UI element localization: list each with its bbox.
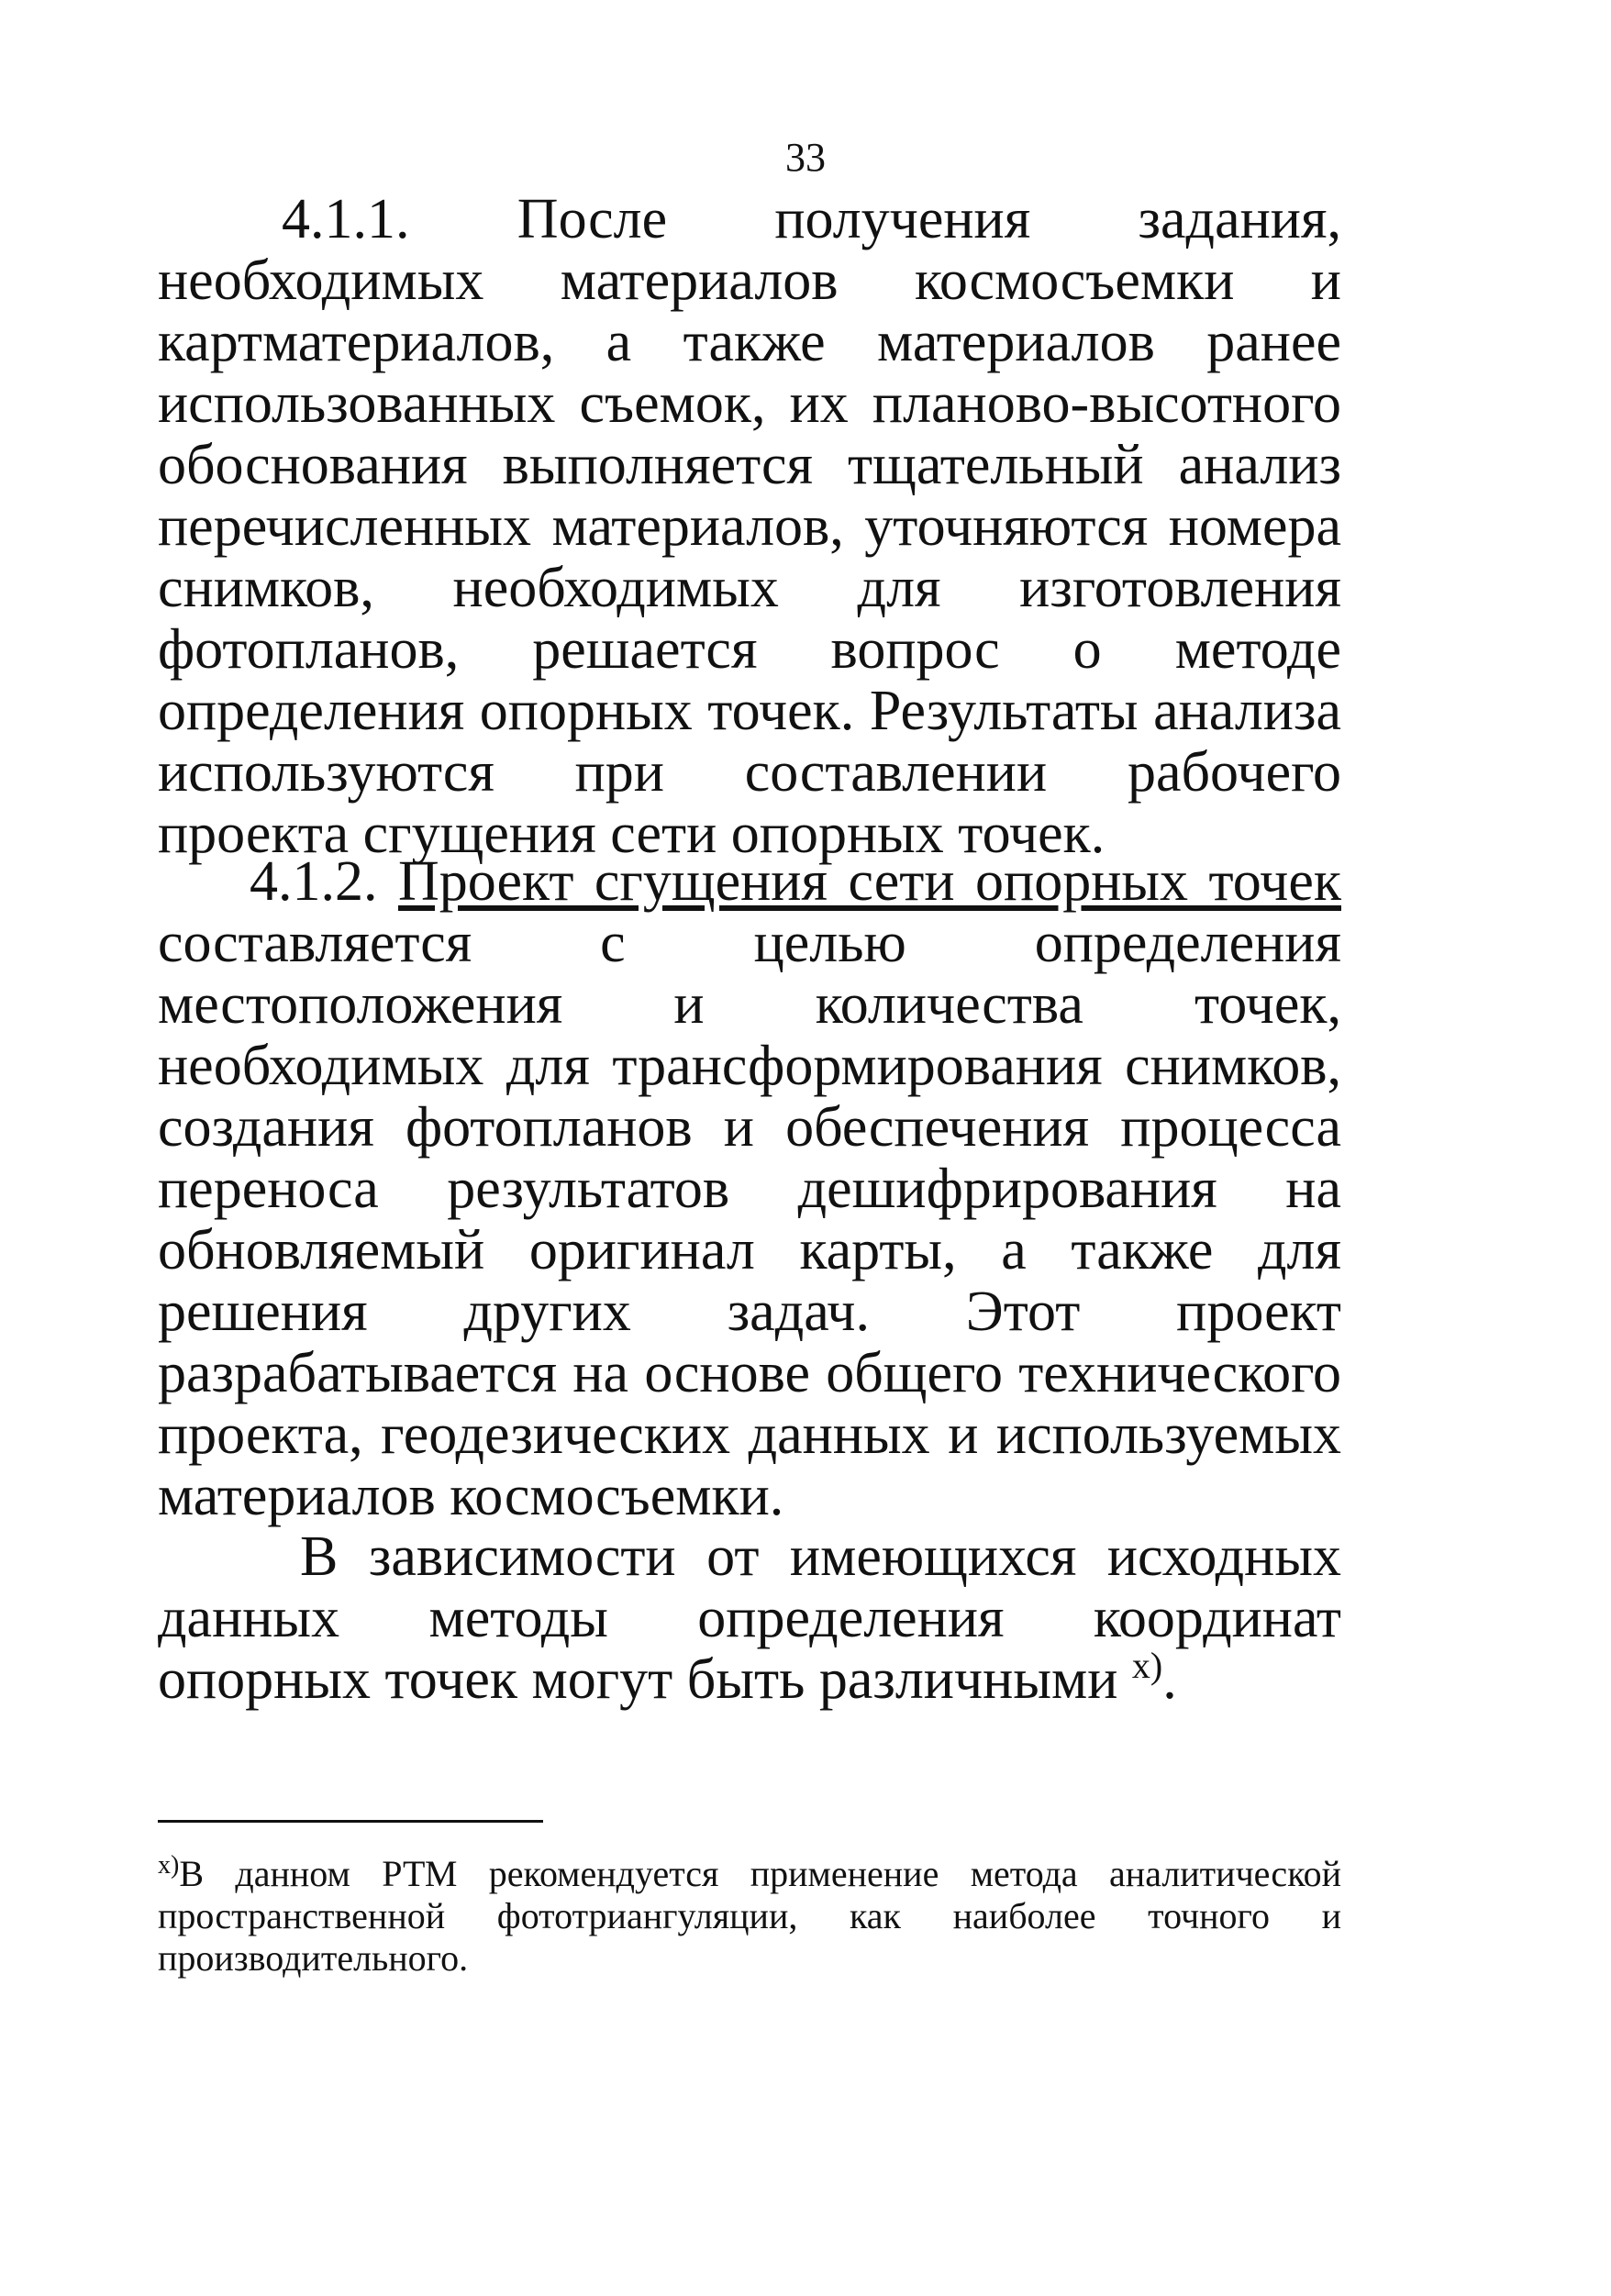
paragraph-4-1-2-text: составляется с целью определения местоположения и количества точек, необходимых для трансформирования снимков, создания фотопланов и обеспечения процесса переноса результатов дешифрирования на обновляемый оригинал карты, а также для решения других задач. Этот проект разрабатывается на основе общего технического проекта, геодезических данных и используемых материалов космосъемки. xyxy=(158,912,1341,1527)
footnote-divider xyxy=(158,1820,543,1823)
footnote-reference: х) xyxy=(1131,1645,1163,1686)
section-number: 4.1.2. xyxy=(250,850,378,913)
footnote-mark: х) xyxy=(158,1851,180,1880)
paragraph-methods-end: . xyxy=(1162,1648,1177,1711)
section-heading: Проект сгущения сети опорных точек xyxy=(397,850,1341,913)
paragraph-4-1-2 xyxy=(158,851,1341,1527)
paragraph-4-1-1 xyxy=(158,189,1341,865)
paragraph-methods xyxy=(158,1526,1341,1711)
footnote xyxy=(158,1853,1341,1980)
paragraph-4-1-1-text: 4.1.1. После получения задания, необходимых материалов космосъемки и картматериалов, а также материалов ранее использованных съемок, их планово-высотного обоснования выполняется тщательный анализ перечисленных материалов, уточняются номера снимков, необходимых для изготовления фотопланов, решается вопрос о методе определения опорных точек. Результаты анализа используются при составлении рабочего проекта сгущения сети опорных точек. xyxy=(158,188,1341,865)
paragraph-methods-text: В зависимости от имеющихся исходных данных методы определения координат опорных точек могут быть различными xyxy=(158,1525,1341,1711)
page-number: 33 xyxy=(785,135,826,180)
footnote-text: В данном РТМ рекомендуется применение метода аналитической пространственной фототриангуляции, как наиболее точного и производительного. xyxy=(158,1853,1341,1979)
